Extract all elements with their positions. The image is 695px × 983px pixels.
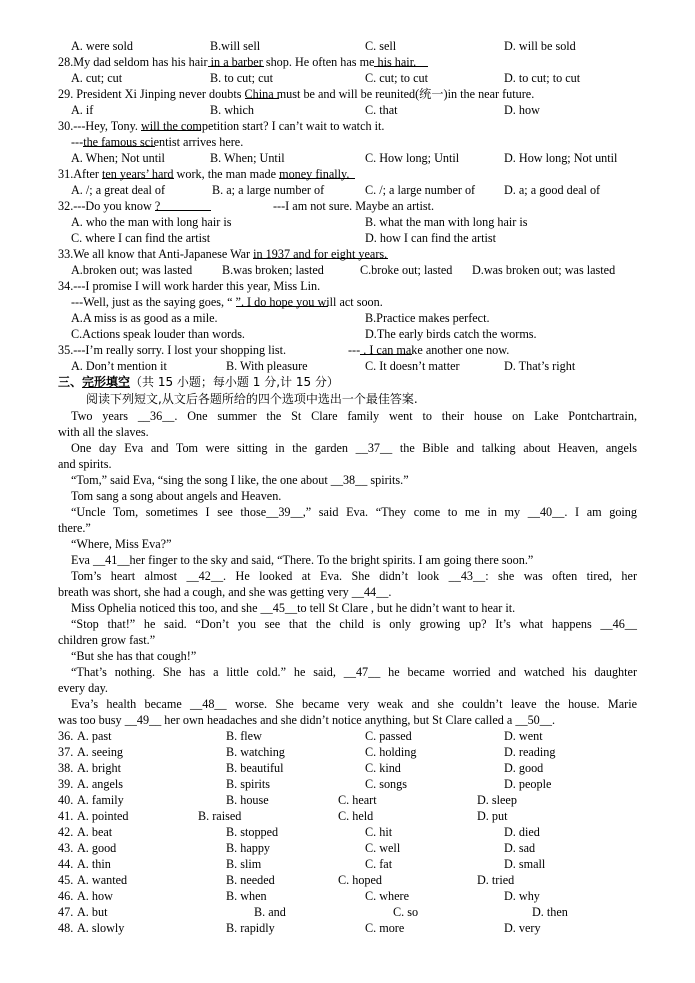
question-number: 41. <box>58 809 74 823</box>
question-number: 46. <box>58 889 74 903</box>
option-b[interactable]: B. watching <box>226 745 285 759</box>
option-b[interactable]: B. needed <box>226 873 275 887</box>
question-number: 48. <box>58 921 74 935</box>
question-stem: 32.---Do you know ? <box>58 198 160 214</box>
option-a[interactable]: A. past <box>77 729 112 743</box>
option-a[interactable]: A. how <box>77 889 113 903</box>
option-d[interactable]: D. then <box>532 905 568 919</box>
option-a[interactable]: A. good <box>77 841 117 855</box>
answer-blank[interactable] <box>360 342 412 355</box>
option-c[interactable]: C. more <box>365 921 405 935</box>
question-response: ---I am not sure. Maybe an artist. <box>273 199 435 213</box>
option-c: C. where I can find the artist <box>71 231 211 245</box>
question-number: 44. <box>58 857 74 871</box>
option-b: B. to cut; cut <box>210 71 273 85</box>
option-c[interactable]: C. well <box>365 841 401 855</box>
question-number: 43. <box>58 841 74 855</box>
option-c[interactable]: C. heart <box>338 793 377 807</box>
question-stem: 35.---I’m really sorry. I lost your shopping list. <box>58 343 287 357</box>
option-b[interactable]: B. raised <box>198 809 242 823</box>
option-a[interactable]: A. beat <box>77 825 113 839</box>
option-a: A. who the man with long hair is <box>71 215 232 229</box>
option-a: A. cut; cut <box>71 71 123 85</box>
option-d[interactable]: D. small <box>504 857 546 871</box>
option-d[interactable]: D. sad <box>504 841 536 855</box>
section-title: 完形填空 <box>82 375 131 389</box>
option-d[interactable]: D. very <box>504 921 541 935</box>
option-b[interactable]: B. when <box>226 889 267 903</box>
option-b: B. a; a large number of <box>212 183 325 197</box>
option-b: B.will sell <box>210 39 261 53</box>
option-d[interactable]: D. people <box>504 777 552 791</box>
option-b: B. which <box>210 103 255 117</box>
section-note: （共 15 小题；每小题 1 分,计 15 分） <box>130 375 339 389</box>
option-a[interactable]: A. pointed <box>77 809 129 823</box>
answer-blank[interactable] <box>208 54 264 67</box>
question-stem: --- the famous scientist arrives here. <box>71 135 244 149</box>
option-d: D.was broken out; was lasted <box>472 263 616 277</box>
option-a[interactable]: A. seeing <box>77 745 124 759</box>
option-d: D. That’s right <box>504 359 576 373</box>
answer-blank[interactable] <box>83 134 155 147</box>
option-a: A. /; a great deal of <box>71 183 166 197</box>
option-b[interactable]: B. happy <box>226 841 271 855</box>
section-number: 三、 <box>58 375 83 389</box>
option-a[interactable]: A. bright <box>77 761 122 775</box>
option-c: C. /; a large number of <box>365 183 476 197</box>
option-a[interactable]: A. family <box>77 793 124 807</box>
answer-blank[interactable] <box>253 246 323 259</box>
option-b: B.was broken; lasted <box>222 263 324 277</box>
option-d: D.The early birds catch the worms. <box>365 327 537 341</box>
question-stem: 28.My dad seldom has his hair in a barber shop. He often has me his hair. <box>58 54 416 70</box>
option-a[interactable]: A. thin <box>77 857 111 871</box>
option-a: A. if <box>71 103 94 117</box>
option-c[interactable]: C. so <box>393 905 419 919</box>
option-d[interactable]: D. reading <box>504 745 556 759</box>
option-a[interactable]: A. but <box>77 905 108 919</box>
option-d[interactable]: D. sleep <box>477 793 517 807</box>
option-c: C. cut; to cut <box>365 71 428 85</box>
option-b[interactable]: B. flew <box>226 729 262 743</box>
option-c: C. How long; Until <box>365 151 460 165</box>
option-b[interactable]: B. rapidly <box>226 921 275 935</box>
question-number: 36. <box>58 729 74 743</box>
option-c: C. that <box>365 103 398 117</box>
option-c[interactable]: C. held <box>338 809 374 823</box>
option-a[interactable]: A. wanted <box>77 873 128 887</box>
option-d[interactable]: D. died <box>504 825 540 839</box>
option-c[interactable]: C. passed <box>365 729 412 743</box>
option-d[interactable]: D. went <box>504 729 543 743</box>
answer-blank[interactable] <box>102 166 174 179</box>
option-c: C.broke out; lasted <box>360 263 453 277</box>
option-a[interactable]: A. slowly <box>77 921 125 935</box>
option-b: B. When; Until <box>210 151 285 165</box>
option-b[interactable]: B. spirits <box>226 777 271 791</box>
answer-blank[interactable] <box>374 54 428 67</box>
answer-blank[interactable] <box>236 294 328 307</box>
question-number: 42. <box>58 825 74 839</box>
option-b: B. With pleasure <box>226 359 308 373</box>
option-b[interactable]: B. house <box>226 793 269 807</box>
option-c[interactable]: C. fat <box>365 857 393 871</box>
question-number: 40. <box>58 793 74 807</box>
option-d: D. a; a good deal of <box>504 183 601 197</box>
question-stem: 30.---Hey, Tony. will the competition start? I can’t wait to watch it. <box>58 119 385 133</box>
option-b[interactable]: B. slim <box>226 857 262 871</box>
option-b[interactable]: B. beautiful <box>226 761 284 775</box>
question-number: 45. <box>58 873 74 887</box>
option-c[interactable]: C. where <box>365 889 409 903</box>
option-b: B. what the man with long hair is <box>365 215 528 229</box>
option-c[interactable]: C. hit <box>365 825 393 839</box>
option-c: C.Actions speak louder than words. <box>71 327 245 341</box>
answer-blank[interactable] <box>314 246 388 259</box>
exam-page: A. were sold B.will sell C. sell D. will be sold 28.My dad seldom has his hair in a barber shop. He often has me his hair. A. cut; cut B. to cut; cut C. cut; to cut D. to cut; to cut 29. President Xi Jinping never doubts China must be and will be reunited(统一)in the near future. A. if B. which C. that D. how 30.---Hey, Tony. will the competition start? I can’t wait to watch it. --- the famous scientist arrives here. A. When; Not until B. When; Until C. How long; Until D. How long; Not until 31.After ten years’ hard work, the man made money finally. A. /; a great deal of B. a; a large number of C. /; a large number of D. a; a good deal of 32.---Do you know ? ---I am not sure. Maybe an artist. A. who the man with long hair is B. what the man with long hair is C. where I can find the artist D. how I can find the artist 33.We all know that Anti-Japanese War in 1937 and for eight years. A.broken out; was lasted B.was broken; lasted C.broke out; lasted D.was broken out; was lasted 34.---I promise I will work harder this year, Miss Lin. ---Well, just as the saying goes, “ ”. I do hope you will act soon. A.A miss is as good as a mile. B.Practice makes perfect. C.Actions speak louder than words. D.The early birds catch the worms. 35.---I’m really sorry. I lost your shopping list. --- . I can make another one now. A. Don’t mention it B. With pleasure C. It doesn’t matter D. That’s right 三、完形填空（共 15 小题；每小题 1 分,计 15 分） 阅读下列短文,从文后各题所给的四个选项中选出一个最佳答案. Two years __36__. One summer the St Clare family went to their house on Lake Pontchartrain, with all the slaves. One day Eva and Tom were sitting in the garden __37__ the Bible and talking about Heaven, angels and spirits. “Tom,” said Eva, “sing the song I like, the one about __38__ spirits.” Tom sang a song about angels and Heaven. “Uncle Tom, sometimes I see those__39__,” said Eva. “They come to me in my __40__. I am going there.” “Where, Miss Eva?” Eva __41__her finger to the sky and said, “There. To the bright spirits. I am going there soon.” Tom’s heart almost __42__. He looked at Eva. She didn’t look __43__: she was often tired, her breath was short, she had a cough, and she was getting very __44__. Miss Ophelia noticed this too, and she __45__to tell St Clare , but he didn’t want to hear it. “Stop that!” he said. “Don’t you see that the child is only growing up? It’s what happens __46__ children grow fast.” “But she has that cough!” “That’s nothing. She has a little cold.” he said, __47__ he became worried and watched his daughter every day. Eva’s health became __48__ worse. She became very weak and she couldn’t leave the house. Marie was too busy __49__ her own headaches and she didn’t notice anything, but St Clare called a __50__. 36. A. past B. flew C. passed D. went 37. A. seeing B. watching C. holding D. reading 38. A. bright B. beautiful C. kind D. good 39. A. angels B. spirits C. songs D. people 40. A. family B. house C. heart D. sleep 41. A. pointed B. raised C. held D. put 42. A. beat B. stopped C. hit D. died 43. A. good B. happy C. well D. sad 44. A. thin B. slim C. fat D. small 45. A. wanted B. needed C. hoped D. tried 46. A. how B. when C. where D. why 47. A. but B. and C. so D. then 48. A. slowly B. rapidly C. more D. very <box>58 39 637 935</box>
option-c: C. It doesn’t matter <box>365 359 460 373</box>
option-a[interactable]: A. angels <box>77 777 124 791</box>
option-d: D. how <box>504 103 540 117</box>
option-d[interactable]: D. put <box>477 809 508 823</box>
question-number: 39. <box>58 777 74 791</box>
question-number: 47. <box>58 905 74 919</box>
question-stem: 29. President Xi Jinping never doubts China must be and will be reunited(统一)in the near future. <box>58 87 535 101</box>
option-c[interactable]: C. holding <box>365 745 417 759</box>
option-d: D. How long; Not until <box>504 151 618 165</box>
option-b[interactable]: B. and <box>254 905 286 919</box>
option-c[interactable]: C. kind <box>365 761 401 775</box>
option-a: A. When; Not until <box>71 151 165 165</box>
answer-blank[interactable] <box>141 118 201 131</box>
option-b[interactable]: B. stopped <box>226 825 279 839</box>
option-a: A. were sold <box>71 39 133 53</box>
option-d: D. how I can find the artist <box>365 231 496 245</box>
option-a: A.broken out; was lasted <box>71 263 193 277</box>
option-d: D. to cut; to cut <box>504 71 581 85</box>
question-stem: 34.---I promise I will work harder this year, Miss Lin. <box>58 279 321 293</box>
question-stem: 33.We all know that Anti-Japanese War in 1937 and for eight years. <box>58 247 388 261</box>
option-d[interactable]: D. good <box>504 761 544 775</box>
option-d[interactable]: D. tried <box>477 873 515 887</box>
option-c[interactable]: C. songs <box>365 777 407 791</box>
answer-blank[interactable] <box>279 166 355 179</box>
question-response: --- . I can make another one now. <box>348 343 510 357</box>
question-number: 38. <box>58 761 74 775</box>
question-number: 37. <box>58 745 74 759</box>
answer-blank[interactable] <box>155 198 211 211</box>
option-d[interactable]: D. why <box>504 889 540 903</box>
option-c[interactable]: C. hoped <box>338 873 383 887</box>
question-stem: 31.After ten years’ hard work, the man made money finally. <box>58 166 349 182</box>
option-d: D. will be sold <box>504 39 576 53</box>
answer-blank[interactable] <box>245 86 279 99</box>
option-c: C. sell <box>365 39 397 53</box>
option-a: A.A miss is as good as a mile. <box>71 311 218 325</box>
option-a: A. Don’t mention it <box>71 359 167 373</box>
option-b: B.Practice makes perfect. <box>365 311 490 325</box>
question-stem: ---Well, just as the saying goes, “ ”. I do hope you will act soon. <box>71 295 383 309</box>
